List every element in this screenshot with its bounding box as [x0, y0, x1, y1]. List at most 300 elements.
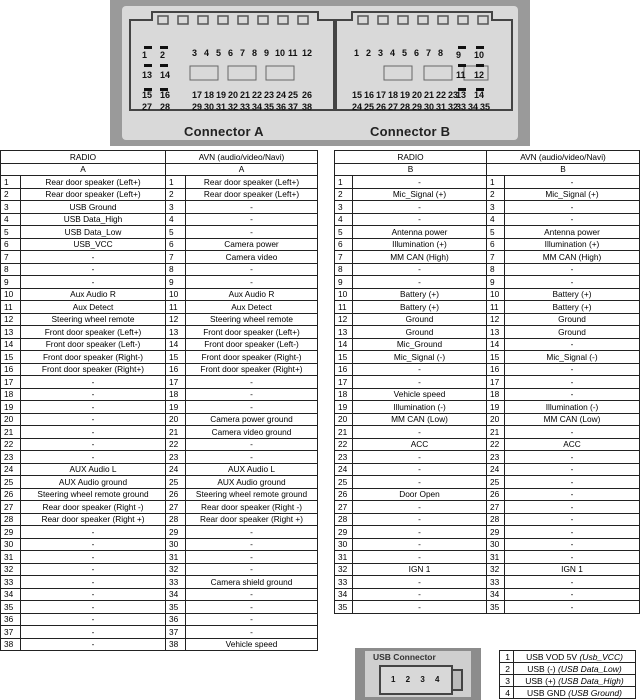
avn-header: AVN (audio/video/Navi) — [166, 151, 318, 164]
table-row — [1, 326, 318, 339]
radio-pin-number: 33 — [1, 576, 21, 589]
radio-pin-number: 33 — [335, 576, 353, 589]
radio-pin-function: USB Data_High — [21, 213, 166, 226]
connector-b-pin-label: 24 — [352, 102, 363, 112]
radio-header: RADIO — [335, 151, 487, 164]
table-row — [1, 263, 318, 276]
avn-pin-number: 25 — [166, 476, 186, 489]
table-row — [1, 363, 318, 376]
connector-a-pin-label: 13 — [142, 70, 153, 80]
radio-pin-number: 28 — [1, 513, 21, 526]
connector-a-pin-label: 9 — [264, 48, 270, 58]
radio-pin-function: - — [21, 438, 166, 451]
connector-b-pin-label: 2 — [366, 48, 372, 58]
avn-pin-number: 20 — [487, 413, 505, 426]
avn-pin-number: 14 — [487, 338, 505, 351]
radio-header: RADIO — [1, 151, 166, 164]
table-row — [335, 438, 640, 451]
connector-b-pin-label: 11 — [456, 70, 466, 80]
connector-b-table — [334, 150, 640, 614]
table-row — [1, 251, 318, 264]
avn-pin-number: 33 — [166, 576, 186, 589]
radio-pin-number: 4 — [1, 213, 21, 226]
radio-pin-number: 8 — [335, 263, 353, 276]
table-row — [1, 388, 318, 401]
connector-a-pin-label: 33 — [240, 102, 251, 112]
avn-pin-function: Front door speaker (Right-) — [186, 351, 318, 364]
avn-pin-number: 30 — [487, 538, 505, 551]
avn-pin-number: 4 — [487, 213, 505, 226]
radio-pin-function: - — [353, 363, 487, 376]
radio-pin-number: 25 — [1, 476, 21, 489]
table-header-row — [1, 151, 318, 164]
connector-a-pin-label: 5 — [216, 48, 222, 58]
avn-pin-function: - — [186, 451, 318, 464]
connector-b-pin-label: 10 — [474, 50, 485, 60]
radio-pin-number: 20 — [335, 413, 353, 426]
radio-pin-function: Rear door speaker (Right -) — [21, 501, 166, 514]
avn-pin-number: 36 — [166, 613, 186, 626]
connector-a-pin-label: 14 — [160, 70, 171, 80]
avn-pin-number: 6 — [166, 238, 186, 251]
connector-b-pin-label: 32 — [448, 102, 459, 112]
table-row — [335, 526, 640, 539]
radio-pin-number: 20 — [1, 413, 21, 426]
avn-pin-number: 9 — [166, 276, 186, 289]
usb-pin-signal-name: (USB Data_Low) — [557, 663, 622, 674]
avn-pin-number: 25 — [487, 476, 505, 489]
usb-connector-title: USB Connector — [373, 652, 436, 662]
avn-pin-number: 27 — [487, 501, 505, 514]
radio-pin-number: 10 — [1, 288, 21, 301]
avn-pin-function: AUX Audio L — [186, 463, 318, 476]
connector-b-pin-label: 30 — [424, 102, 435, 112]
radio-pin-function: - — [21, 538, 166, 551]
radio-pin-number: 9 — [1, 276, 21, 289]
connector-drawing — [122, 6, 518, 140]
avn-pin-number: 12 — [166, 313, 186, 326]
radio-pin-number: 25 — [335, 476, 353, 489]
avn-pin-function: - — [505, 576, 640, 589]
connector-b-pin-label: 17 — [376, 90, 387, 100]
avn-pin-number: 12 — [487, 313, 505, 326]
connector-b-pin-label: 29 — [412, 102, 423, 112]
radio-pin-function: Mic_Signal (+) — [353, 188, 487, 201]
avn-pin-function: - — [505, 588, 640, 601]
radio-pin-function: - — [353, 526, 487, 539]
avn-pin-number: 29 — [166, 526, 186, 539]
radio-pin-function: MM CAN (Low) — [353, 413, 487, 426]
avn-pin-number: 3 — [166, 201, 186, 214]
radio-pin-number: 27 — [335, 501, 353, 514]
avn-pin-number: 29 — [487, 526, 505, 539]
radio-pin-number: 35 — [1, 601, 21, 614]
connector-b-pin-label: 26 — [376, 102, 387, 112]
connector-b-pin-label: 1 — [354, 48, 360, 58]
table-row — [1, 401, 318, 414]
radio-pin-function: IGN 1 — [353, 563, 487, 576]
usb-pin-function-text: USB (+) — [525, 675, 556, 686]
usb-pin-function — [514, 651, 636, 663]
avn-pin-number: 28 — [487, 513, 505, 526]
radio-pin-function: Aux Detect — [21, 301, 166, 314]
avn-subheader: A — [166, 163, 318, 176]
avn-pin-function: IGN 1 — [505, 563, 640, 576]
table-row — [1, 538, 318, 551]
connector-a-pin-label: 30 — [204, 102, 215, 112]
avn-pin-function: - — [505, 276, 640, 289]
radio-pin-function: Mic_Signal (-) — [353, 351, 487, 364]
connector-b-pin-label: 7 — [426, 48, 432, 58]
connector-b-pin-label: 25 — [364, 102, 375, 112]
table-row — [1, 451, 318, 464]
usb-connector-body — [379, 665, 453, 695]
table-row — [335, 401, 640, 414]
table-row — [1, 213, 318, 226]
avn-pin-function: - — [186, 263, 318, 276]
avn-pin-number: 7 — [166, 251, 186, 264]
avn-pin-number: 6 — [487, 238, 505, 251]
avn-pin-number: 8 — [166, 263, 186, 276]
radio-pin-number: 32 — [1, 563, 21, 576]
usb-pin-signal-name: (USB Data_High) — [558, 675, 624, 686]
avn-pin-function: - — [186, 588, 318, 601]
radio-pin-function: - — [21, 613, 166, 626]
table-row — [1, 188, 318, 201]
connector-a-pin-label: 17 — [192, 90, 203, 100]
usb-connector-photo — [355, 648, 481, 700]
radio-pin-function: Illumination (+) — [353, 238, 487, 251]
avn-pin-function: Rear door speaker (Right +) — [186, 513, 318, 526]
radio-pin-function: - — [353, 201, 487, 214]
connector-a-pin-label: 36 — [276, 102, 287, 112]
avn-pin-function: - — [186, 526, 318, 539]
avn-pin-number: 33 — [487, 576, 505, 589]
usb-pin-signal-name: (USB Ground) — [568, 687, 622, 698]
avn-pin-number: 22 — [487, 438, 505, 451]
radio-pin-function: - — [353, 601, 487, 614]
radio-pin-number: 31 — [335, 551, 353, 564]
avn-pin-number: 11 — [487, 301, 505, 314]
avn-pin-function: Front door speaker (Left-) — [186, 338, 318, 351]
radio-pin-number: 16 — [335, 363, 353, 376]
radio-pin-number: 23 — [1, 451, 21, 464]
avn-pin-function: Mic_Signal (-) — [505, 351, 640, 364]
avn-pin-function: - — [505, 488, 640, 501]
usb-pin-number: 1 — [500, 651, 514, 663]
radio-pin-number: 1 — [335, 176, 353, 189]
avn-pin-function: - — [186, 551, 318, 564]
avn-pin-number: 28 — [166, 513, 186, 526]
radio-pin-function: - — [353, 263, 487, 276]
connector-b-pin-label: 19 — [400, 90, 411, 100]
table-row — [1, 588, 318, 601]
radio-pin-function: Door Open — [353, 488, 487, 501]
usb-pin-numbers: 1 2 3 4 — [391, 675, 444, 684]
connector-a-pin-label: 31 — [216, 102, 227, 112]
connector-b-pin-label: 13 — [456, 90, 467, 100]
connector-a-pin-label: 6 — [228, 48, 234, 58]
radio-pin-number: 37 — [1, 626, 21, 639]
avn-pin-function: - — [186, 613, 318, 626]
avn-pin-function: - — [505, 176, 640, 189]
connector-a-pin-label: 20 — [228, 90, 239, 100]
radio-pin-number: 31 — [1, 551, 21, 564]
avn-pin-function: - — [186, 626, 318, 639]
table-row — [335, 188, 640, 201]
table-row — [335, 601, 640, 614]
table-subheader-row — [1, 163, 318, 176]
avn-pin-number: 26 — [487, 488, 505, 501]
connector-b-pin-label: 21 — [424, 90, 435, 100]
avn-pin-function: - — [505, 388, 640, 401]
avn-pin-function: AUX Audio ground — [186, 476, 318, 489]
radio-pin-number: 21 — [1, 426, 21, 439]
table-row — [1, 351, 318, 364]
radio-pin-number: 26 — [1, 488, 21, 501]
radio-pin-number: 10 — [335, 288, 353, 301]
table-row — [1, 201, 318, 214]
radio-pin-function: Front door speaker (Left+) — [21, 326, 166, 339]
table-row — [335, 563, 640, 576]
usb-pin-number: 3 — [500, 675, 514, 687]
connector-a-pin-label: 26 — [302, 90, 313, 100]
avn-pin-number: 20 — [166, 413, 186, 426]
radio-pin-function: Antenna power — [353, 226, 487, 239]
table-row — [335, 501, 640, 514]
avn-pin-function: - — [186, 226, 318, 239]
radio-pin-function: - — [21, 638, 166, 651]
connector-a-table — [0, 150, 318, 651]
radio-pin-number: 19 — [335, 401, 353, 414]
radio-pin-number: 3 — [335, 201, 353, 214]
connector-b-pin-label: 5 — [402, 48, 408, 58]
avn-pin-number: 11 — [166, 301, 186, 314]
radio-pin-function: Mic_Ground — [353, 338, 487, 351]
connector-a-pin-label: 29 — [192, 102, 203, 112]
avn-pin-number: 38 — [166, 638, 186, 651]
connector-a-pin-label: 23 — [264, 90, 275, 100]
table-row — [1, 563, 318, 576]
radio-pin-number: 9 — [335, 276, 353, 289]
table-row — [500, 663, 636, 675]
usb-pin-number: 4 — [500, 687, 514, 699]
table-row — [1, 576, 318, 589]
usb-pinout-table — [499, 650, 636, 699]
avn-pin-number: 24 — [166, 463, 186, 476]
connector-a-pin-label: 7 — [240, 48, 246, 58]
table-row — [1, 426, 318, 439]
table-row — [1, 476, 318, 489]
table-row — [335, 463, 640, 476]
avn-pin-function: Steering wheel remote — [186, 313, 318, 326]
connector-photo — [110, 0, 530, 146]
avn-pin-number: 10 — [487, 288, 505, 301]
radio-pin-number: 24 — [335, 463, 353, 476]
avn-pin-number: 30 — [166, 538, 186, 551]
radio-pin-function: MM CAN (High) — [353, 251, 487, 264]
radio-pin-function: Steering wheel remote — [21, 313, 166, 326]
radio-pin-function: - — [353, 451, 487, 464]
table-row — [1, 288, 318, 301]
connector-b-pin-label: 22 — [436, 90, 447, 100]
radio-pin-number: 5 — [335, 226, 353, 239]
avn-pin-function: Camera video ground — [186, 426, 318, 439]
avn-pin-function: Battery (+) — [505, 288, 640, 301]
connector-a-pin-label: 38 — [302, 102, 313, 112]
table-row — [1, 638, 318, 651]
avn-pin-function: - — [505, 376, 640, 389]
radio-pin-function: Front door speaker (Right-) — [21, 351, 166, 364]
avn-pin-number: 16 — [487, 363, 505, 376]
radio-pin-function: - — [353, 501, 487, 514]
radio-pin-function: - — [353, 551, 487, 564]
radio-pin-function: Front door speaker (Left-) — [21, 338, 166, 351]
radio-pin-number: 22 — [335, 438, 353, 451]
radio-pin-function: - — [21, 426, 166, 439]
avn-pin-number: 9 — [487, 276, 505, 289]
radio-pin-function: - — [21, 551, 166, 564]
radio-pin-function: - — [21, 588, 166, 601]
radio-subheader: A — [1, 163, 166, 176]
radio-pin-function: - — [353, 588, 487, 601]
avn-pin-function: - — [505, 476, 640, 489]
avn-pin-function: - — [505, 538, 640, 551]
avn-pin-number: 5 — [166, 226, 186, 239]
avn-pin-number: 27 — [166, 501, 186, 514]
table-row — [1, 238, 318, 251]
connector-a-pin-label: 22 — [252, 90, 263, 100]
radio-pin-function: - — [353, 176, 487, 189]
connector-b-pin-label: 23 — [448, 90, 459, 100]
table-row — [335, 263, 640, 276]
radio-subheader: B — [335, 163, 487, 176]
radio-pin-function: USB Data_Low — [21, 226, 166, 239]
radio-pin-number: 2 — [1, 188, 21, 201]
connector-a-pin-label: 18 — [204, 90, 215, 100]
connector-a-pin-label: 16 — [160, 90, 171, 100]
avn-pin-number: 5 — [487, 226, 505, 239]
avn-pin-number: 17 — [166, 376, 186, 389]
avn-pin-number: 17 — [487, 376, 505, 389]
table-row — [1, 301, 318, 314]
radio-pin-number: 34 — [335, 588, 353, 601]
radio-pin-number: 2 — [335, 188, 353, 201]
table-row — [335, 251, 640, 264]
avn-pin-function: - — [505, 263, 640, 276]
avn-pin-function: - — [505, 501, 640, 514]
radio-pin-number: 35 — [335, 601, 353, 614]
connector-b-pin-label: 8 — [438, 48, 444, 58]
usb-pin-function — [514, 687, 636, 699]
radio-pin-function: - — [21, 376, 166, 389]
radio-pin-function: Rear door speaker (Left+) — [21, 176, 166, 189]
avn-pin-function: Illumination (+) — [505, 238, 640, 251]
radio-pin-function: Ground — [353, 313, 487, 326]
table-row — [335, 288, 640, 301]
connector-a-pin-label: 10 — [275, 48, 286, 58]
radio-pin-function: - — [21, 526, 166, 539]
avn-pin-function: Vehicle speed — [186, 638, 318, 651]
connector-b-pin-label: 27 — [388, 102, 399, 112]
radio-pin-function: - — [353, 576, 487, 589]
avn-pin-number: 24 — [487, 463, 505, 476]
radio-pin-function: ACC — [353, 438, 487, 451]
radio-pin-number: 29 — [1, 526, 21, 539]
avn-pin-number: 7 — [487, 251, 505, 264]
table-row — [1, 338, 318, 351]
avn-pin-number: 23 — [487, 451, 505, 464]
avn-pin-function: MM CAN (High) — [505, 251, 640, 264]
avn-pin-function: - — [505, 551, 640, 564]
radio-pin-number: 27 — [1, 501, 21, 514]
table-row — [1, 488, 318, 501]
connector-b-pin-label: 33 — [456, 102, 467, 112]
radio-pin-number: 14 — [1, 338, 21, 351]
avn-pin-number: 35 — [487, 601, 505, 614]
avn-pin-function: Aux Audio R — [186, 288, 318, 301]
table-row — [335, 351, 640, 364]
table-row — [335, 413, 640, 426]
avn-pin-number: 37 — [166, 626, 186, 639]
avn-pin-function: - — [186, 201, 318, 214]
radio-pin-function: Battery (+) — [353, 301, 487, 314]
avn-pin-number: 21 — [487, 426, 505, 439]
radio-pin-number: 18 — [335, 388, 353, 401]
connector-a-pin-label: 28 — [160, 102, 171, 112]
radio-pin-number: 7 — [1, 251, 21, 264]
avn-pin-function: Antenna power — [505, 226, 640, 239]
radio-pin-number: 13 — [335, 326, 353, 339]
connector-b-pin-label: 3 — [378, 48, 384, 58]
radio-pin-number: 38 — [1, 638, 21, 651]
radio-pin-number: 8 — [1, 263, 21, 276]
usb-pin-function — [514, 675, 636, 687]
radio-pin-number: 22 — [1, 438, 21, 451]
avn-pin-number: 18 — [166, 388, 186, 401]
radio-pin-function: - — [21, 626, 166, 639]
avn-pin-number: 34 — [166, 588, 186, 601]
avn-pin-function: Steering wheel remote ground — [186, 488, 318, 501]
avn-pin-function: Camera shield ground — [186, 576, 318, 589]
avn-pin-function: ACC — [505, 438, 640, 451]
usb-connector-latch — [451, 669, 463, 691]
avn-pin-number: 1 — [487, 176, 505, 189]
connector-b-pin-label: 31 — [436, 102, 447, 112]
avn-pin-number: 14 — [166, 338, 186, 351]
connector-b-pin-label: 34 — [468, 102, 479, 112]
radio-pin-function: - — [21, 388, 166, 401]
avn-pin-number: 18 — [487, 388, 505, 401]
avn-pin-function: Mic_Signal (+) — [505, 188, 640, 201]
avn-pin-function: Rear door speaker (Left+) — [186, 188, 318, 201]
connector-b-pin-label: 12 — [474, 70, 485, 80]
avn-pin-function: Aux Detect — [186, 301, 318, 314]
avn-pin-number: 13 — [487, 326, 505, 339]
connector-a-pin-label: 35 — [264, 102, 275, 112]
table-row — [1, 551, 318, 564]
radio-pin-number: 4 — [335, 213, 353, 226]
table-row — [335, 476, 640, 489]
avn-pin-function: - — [186, 276, 318, 289]
radio-pin-function: Battery (+) — [353, 288, 487, 301]
radio-pin-number: 30 — [1, 538, 21, 551]
radio-pin-function: AUX Audio ground — [21, 476, 166, 489]
avn-pin-number: 31 — [487, 551, 505, 564]
table-row — [1, 413, 318, 426]
connector-a-pin-label: 24 — [276, 90, 287, 100]
radio-pin-number: 32 — [335, 563, 353, 576]
